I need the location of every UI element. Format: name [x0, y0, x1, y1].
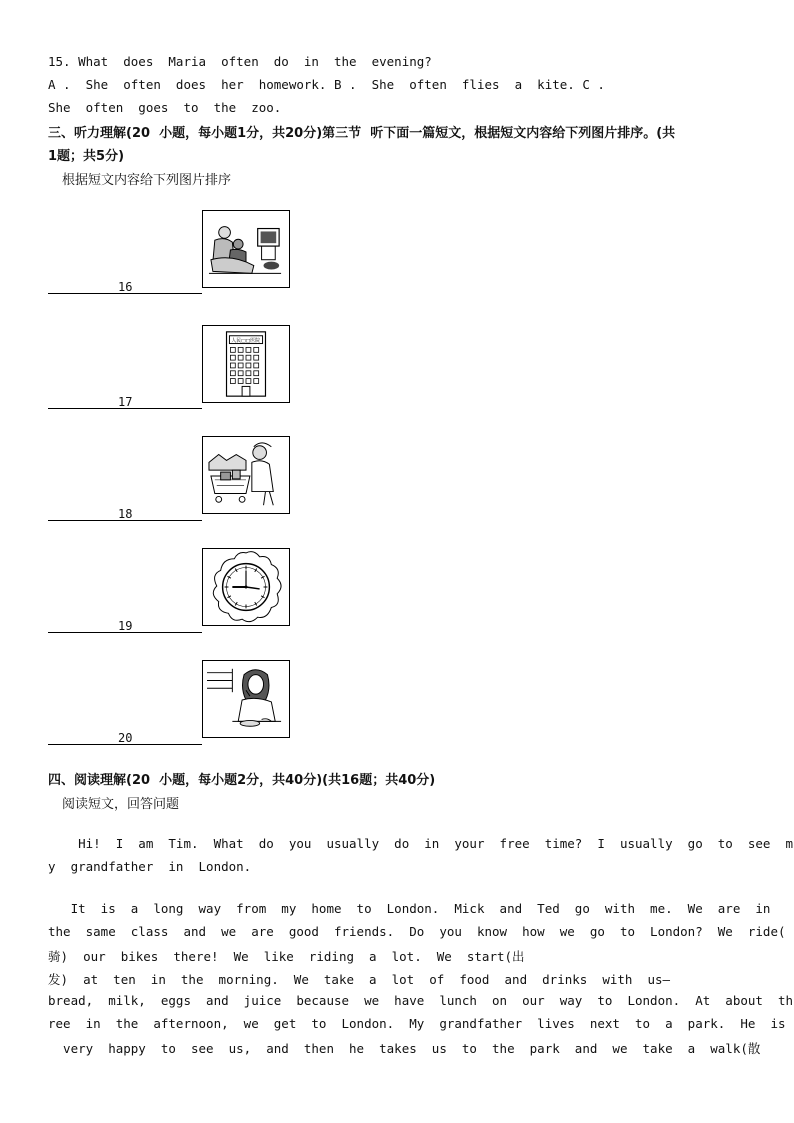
- passage-line-5: the same class and we are good friends. Do you know how we go to London? We ride(: [48, 924, 786, 939]
- section-4-heading: 四、阅读理解(20 小题，每小题2分，共40分)(共16题；共40分): [48, 773, 436, 788]
- question-15: 15. What does Maria often do in the evening?: [48, 54, 432, 69]
- listening-item-20: [48, 660, 294, 750]
- girl-eating-picture: [202, 660, 290, 738]
- passage-line-2: y grandfather in London.: [48, 859, 252, 874]
- hospital-building-picture: [202, 325, 290, 403]
- item-number-20: 20: [118, 731, 133, 745]
- shopping-cart-picture: [202, 436, 290, 514]
- item-number-17: 17: [118, 395, 133, 409]
- section-3-heading-cont: 1题；共5分): [48, 149, 125, 164]
- item-number-16: 16: [118, 280, 133, 294]
- item-number-18: 18: [118, 507, 133, 521]
- passage-line-7: 发) at ten in the morning. We take a lot of food and drinks with us—: [48, 972, 671, 987]
- svg-text:人民□□医院: 人民□□医院: [231, 338, 261, 345]
- passage-line-4: It is a long way from my home to London. Mick and Ted go with me. We are in: [48, 901, 771, 916]
- family-tv-picture: [202, 210, 290, 288]
- listening-item-17: [48, 325, 294, 415]
- clock-picture: [202, 548, 290, 626]
- section-4-instruction: 阅读短文，回答问题: [62, 797, 180, 812]
- question-15-option-c: She often goes to the zoo.: [48, 100, 282, 115]
- passage-line-1: Hi! I am Tim. What do you usually do in your free time? I usually go to see m: [48, 836, 794, 851]
- passage-line-8: bread, milk, eggs and juice because we have lunch on our way to London. At about th: [48, 993, 794, 1008]
- question-15-options: A . She often does her homework. B . She often flies a kite. C .: [48, 77, 605, 92]
- passage-line-10: very happy to see us, and then he takes us to the park and we take a walk(散: [48, 1041, 761, 1056]
- passage-line-6: 骑) our bikes there! We like riding a lot. We start(出: [48, 949, 525, 964]
- listening-item-19: [48, 548, 294, 638]
- passage-line-9: ree in the afternoon, we get to London. My grandfather lives next to a park. He is: [48, 1016, 786, 1031]
- listening-item-18: [48, 436, 294, 526]
- section-3-instruction: 根据短文内容给下列图片排序: [62, 173, 232, 188]
- item-number-19: 19: [118, 619, 133, 633]
- listening-item-16: [48, 210, 294, 300]
- section-3-heading: 三、听力理解(20 小题，每小题1分，共20分)第三节 听下面一篇短文，根据短文内容给下列图片排序。(共: [48, 126, 676, 141]
